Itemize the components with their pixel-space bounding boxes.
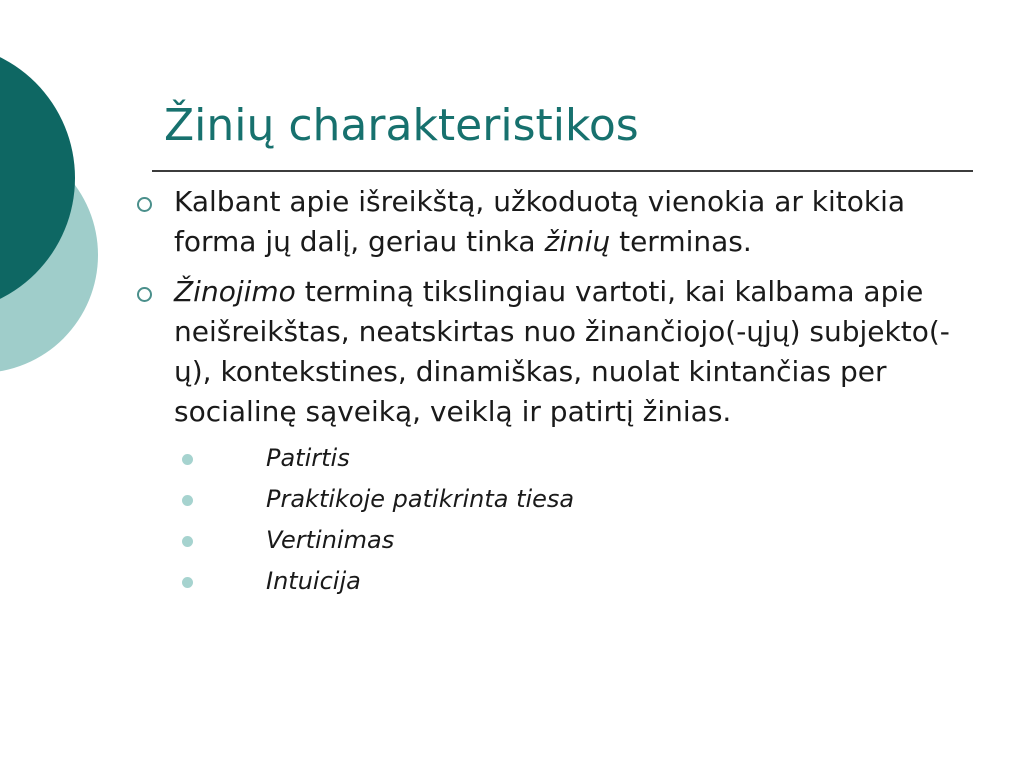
sub-item-intuicija — [0, 561, 1024, 602]
dot-bullet-icon — [182, 495, 193, 506]
sub-item-label: Vertinimas — [266, 526, 395, 554]
ring-bullet-icon — [137, 287, 152, 302]
bullet-2-emphasis: Žinojimo — [174, 275, 296, 308]
title-divider — [152, 170, 973, 172]
bullet-2-text: terminą tikslingiau vartoti, kai kalbama apie neišreikštas, neatskirtas nuo žinančiojo(-ųjų) subjekto(-ų), kontekstines, dinamiškas, nuolat kintančias per socialinę sąveiką, veiklą ir patirtį žinias. — [174, 275, 950, 428]
bullet-1-emphasis: žinių — [544, 225, 611, 258]
bullet-paragraph-1 — [0, 182, 1024, 262]
sub-item-label: Praktikoje patikrinta tiesa — [266, 485, 575, 513]
bullet-1-text: Kalbant apie išreikštą, užkoduotą vienokia ar kitokia forma jų dalį, geriau tinka — [174, 185, 906, 258]
dot-bullet-icon — [182, 454, 193, 465]
dot-bullet-icon — [182, 536, 193, 547]
sub-item-patirtis — [0, 438, 1024, 479]
bullet-1-text-end: terminas. — [610, 225, 752, 258]
slide-title: Žinių charakteristikos — [164, 100, 639, 151]
sub-item-label: Intuicija — [266, 567, 361, 595]
ring-bullet-icon — [137, 197, 152, 212]
slide-content — [0, 182, 1024, 602]
sub-item-vertinimas — [0, 520, 1024, 561]
dot-bullet-icon — [182, 577, 193, 588]
sub-item-praktikoje — [0, 479, 1024, 520]
sub-item-label: Patirtis — [266, 444, 350, 472]
sub-bullet-list — [0, 438, 1024, 602]
bullet-paragraph-2 — [0, 272, 1024, 432]
